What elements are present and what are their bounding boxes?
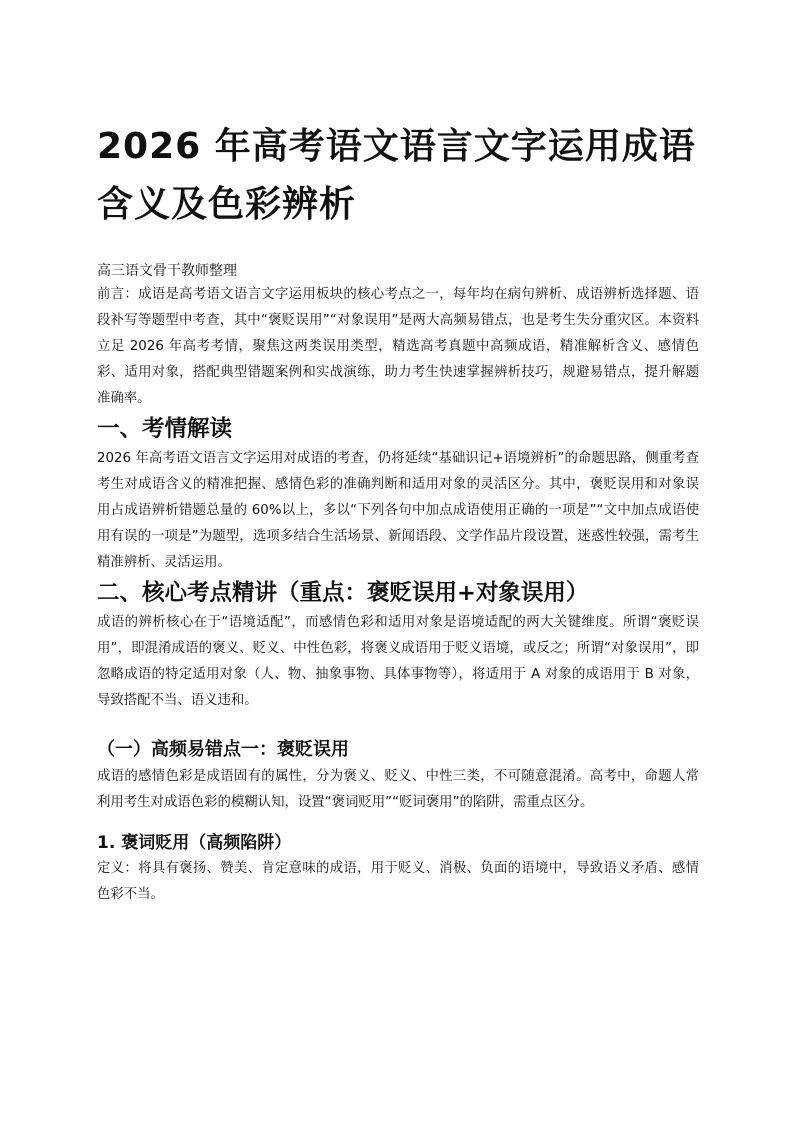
subsection-heading: （一）高频易错点一：褒贬误用 [97,739,349,760]
intro-paragraph: 前言：成语是高考语文语言文字运用板块的核心考点之一，每年均在病句辨析、成语辨析选择题、语段补写等题型中考查，其中“褒贬误用”“对象误用”是两大高频易错点，也是考生失分重灾区。本资料立足 2026 年高考考情，聚焦这两类误用类型，精选高考真题中高频成语，精准解析含义、感情色彩、适用对象，搭配典型错题案例和实战演练，助力考生快速掌握辨析技巧，规避易错点，提升解题准确率。 [97,287,699,406]
document-title: 2026 年高考语文语言文字运用成语含义及色彩辨析 [97,126,696,225]
subsubsection-heading: 1. 褒词贬用（高频陷阱） [97,833,292,853]
document-body [97,118,699,908]
author-line: 高三语文骨干教师整理 [97,263,237,279]
section-paragraph-core-points: 成语的辨析核心在于“语境适配”，而感情色彩和适用对象是语境适配的两大关键维度。所谓“褒贬误用”，即混淆成语的褒义、贬义、中性色彩，将褒义成语用于贬义语境，或反之；所谓“对象误用”，即忽略成语的特定适用对象（人、物、抽象事物、具体事物等），将适用于 A 对象的成语用于 B 对象，导致搭配不当、语义违和。 [97,615,699,708]
subsection-paragraph: 成语的感情色彩是成语固有的属性，分为褒义、贬义、中性三类，不可随意混淆。高考中，命题人常利用考生对成语色彩的模糊认知，设置“褒词贬用”“贬词褒用”的陷阱，需重点区分。 [97,769,699,810]
subsubsection-paragraph: 定义：将具有褒扬、赞美、肯定意味的成语，用于贬义、消极、负面的语境中，导致语义矛盾、感情色彩不当。 [97,861,699,902]
section-paragraph-exam-analysis: 2026 年高考语文语言文字运用对成语的考查，仍将延续“基础识记+语境辨析”的命题思路，侧重考查考生对成语含义的精准把握、感情色彩的准确判断和适用对象的灵活区分。其中，褒贬误用和对象误用占成语辨析错题总量的 60%以上，多以“下列各句中加点成语使用正确的一项是”“文中加点成语使用有误的一项是”为题型，选项多结合生活场景、新闻语段、文学作品片段设置，迷惑性较强，需考生精准辨析、灵活运用。 [97,451,699,570]
section-heading-exam-analysis: 一、考情解读 [97,416,233,442]
section-heading-core-points: 二、核心考点精讲（重点：褒贬误用+对象误用） [97,580,589,606]
